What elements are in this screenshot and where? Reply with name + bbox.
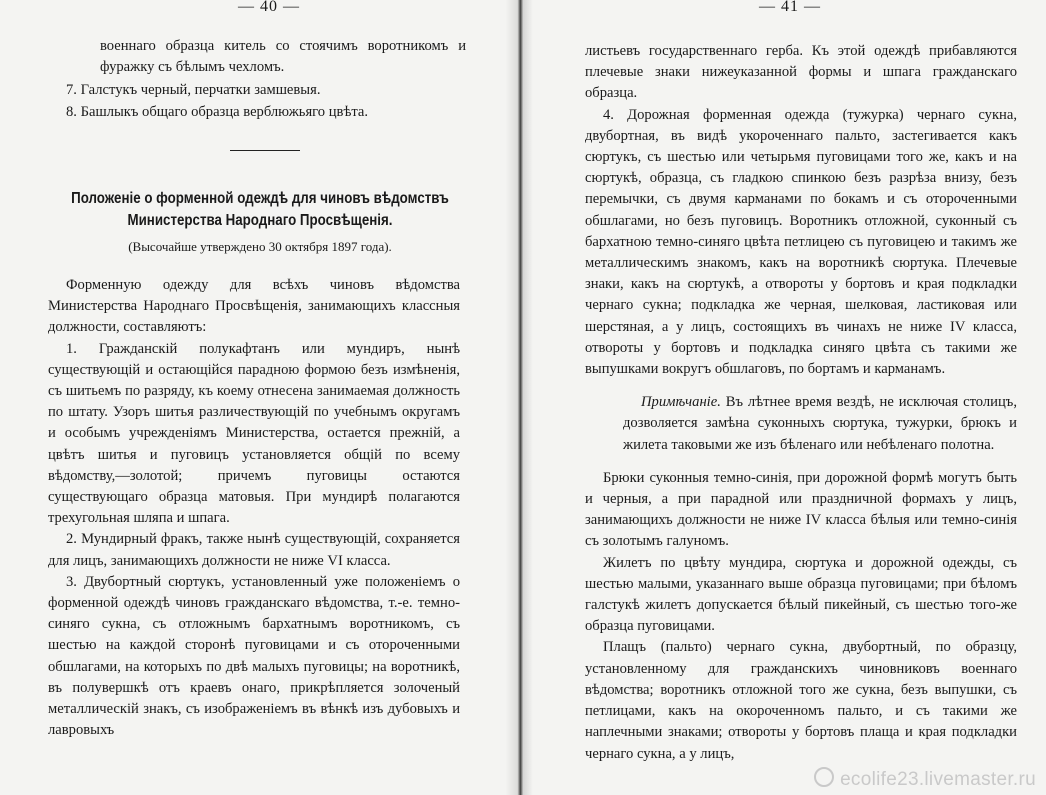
- approval-note: (Высочайше утверждено 30 октября 1897 года).: [128, 239, 392, 254]
- list-item-8: 8. Башлыкъ общаго образца верблюжьяго цвѣта.: [66, 103, 369, 120]
- coat-paragraph: Плащъ (пальто) чернаго сукна, двубортный, по образцу, установленному для гражданскихъ чиновниковъ военнаго вѣдомства; воротникъ отложной того же сукна, безъ выпушки, съ петлицами, какъ на окороченномъ пальто, и съ такими же наплечными знаками; отвороты у бортовъ плаща и края подкладки чернаго сукна, а у лицъ,: [585, 639, 1017, 762]
- right-page: [519, 0, 1046, 795]
- book-gutter: [505, 0, 533, 795]
- trousers-paragraph: Брюки суконныя темно-синія, при дорожной формѣ могутъ быть и черныя, а при парадной или праздничной формахъ у лицъ, занимающихъ должности не ниже IV класса бѣлыя или темно-синія съ золотымъ галуномъ.: [585, 469, 1017, 550]
- note-text: Въ лѣтнее время вездѣ, не исключая столицъ, дозволяется замѣна суконныхъ сюртука, тужурки, брюкъ и жилета таковыми же изъ бѣленаго или небѣленаго полотна.: [623, 394, 1017, 453]
- list-item-7: 7. Галстукъ черный, перчатки замшевыя.: [66, 82, 321, 99]
- left-main-text: [48, 275, 460, 741]
- page-number: — 40 —: [238, 0, 300, 15]
- list-item-4: 4. Дорожная форменная одежда (тужурка) чернаго сукна, двубортная, въ видѣ укороченнаго пальто, застегивается какъ сюртукъ, съ шестью или четырьмя пуговицами того же, какъ и на сюртукѣ, образца, съ гладкою спинкою безъ разрѣза внизу, безъ перемычки, съ двумя карманами по бокамъ и съ отороченными обшлагами, но безъ пуговицъ. Воротникъ отложной, суконный съ бархатною темно-синяго цвѣта петлицею съ пуговицею и такимъ же металлическимъ знакомъ, какъ на воротникѣ сюртука. Плечевые знаки, какъ на сюртукѣ, а отвороты у бортовъ и края подкладки чернаго сукна; подкладка же черная, шелковая, ластиковая или шерстяная, а у лицъ, состоящихъ въ чинахъ не ниже IV класса, отвороты у бортовъ и подкладка синяго цвѣта съ такими же выпушками вокругъ обшлаговъ, по бортамъ и карманамъ.: [585, 106, 1017, 378]
- note-label: Примѣчаніе.: [641, 394, 721, 411]
- list-item-1: 1. Гражданскій полукафтанъ или мундиръ, нынѣ существующій и остающійся парадною формою безъ измѣненія, съ шитьемъ по разряду, къ коему отнесена занимаемая должность по штату. Узоръ шитья различествующій по учебнымъ округамъ и особымъ учрежденіямъ Министерства, остается прежній, а цвѣтъ шитья и пуговицъ установляется общій по всему вѣдомству,—золотой; причемъ пуговицы остаются существующаго образца матовыя. При мундирѣ полагаются трехугольная шляпа и шпага.: [48, 340, 460, 527]
- right-main-text: [585, 41, 1017, 765]
- section-heading: Положеніе о форменной одеждѣ для чиновъ вѣдомствъ Министерства Народнаго Просвѣщенія.: [71, 190, 449, 229]
- note-paragraph: [585, 392, 1017, 456]
- list-item-2: 2. Мундирный фракъ, также нынѣ существующій, сохраняется для лицъ, занимающихъ должности не ниже VI класса.: [48, 531, 460, 569]
- continued-text: листьевъ государственнаго герба. Къ этой одеждѣ прибавляются плечевые знаки нижеуказанной формы и шпага гражданскаго образца.: [585, 43, 1017, 102]
- page-number: — 41 —: [759, 0, 821, 15]
- intro-paragraph: Форменную одежду для всѣхъ чиновъ вѣдомства Министерства Народнаго Просвѣщенія, занимающихъ классныя должности, составляютъ:: [48, 277, 460, 336]
- left-page: [0, 0, 517, 795]
- list-item-3: 3. Двубортный сюртукъ, установленный уже положеніемъ о форменной одеждѣ чиновъ гражданскаго вѣдомства, т.-е. темно-синяго сукна, съ отложнымъ бархатнымъ воротникомъ, съ шестью на каждой сторонѣ пуговицами и съ отороченными обшлагами, на которыхъ по двѣ малыхъ пуговицы; на воротникѣ, въ полувершкѣ отъ краевъ онаго, прикрѣпляется золоченый металлическій знакъ, съ изображеніемъ въ вѣнкѣ изъ дубовыхъ и лавровыхъ: [48, 573, 460, 739]
- watermark-text: ecolife23.livemaster.ru: [840, 769, 1036, 790]
- section-divider: [230, 150, 300, 151]
- watermark: [814, 767, 1036, 791]
- vest-paragraph: Жилетъ по цвѣту мундира, сюртука и дорожной одежды, съ шестью малыми, указаннаго выше образца пуговицами; при бѣломъ галстукѣ жилетъ допускается бѣлый пикейный, съ шестью того-же образца пуговицами.: [585, 554, 1017, 635]
- left-top-text: [48, 36, 466, 123]
- watermark-logo-icon: [814, 767, 834, 787]
- continued-text: военнаго образца китель со стоячимъ воротникомъ и фуражку съ бѣлымъ чехломъ.: [100, 38, 466, 76]
